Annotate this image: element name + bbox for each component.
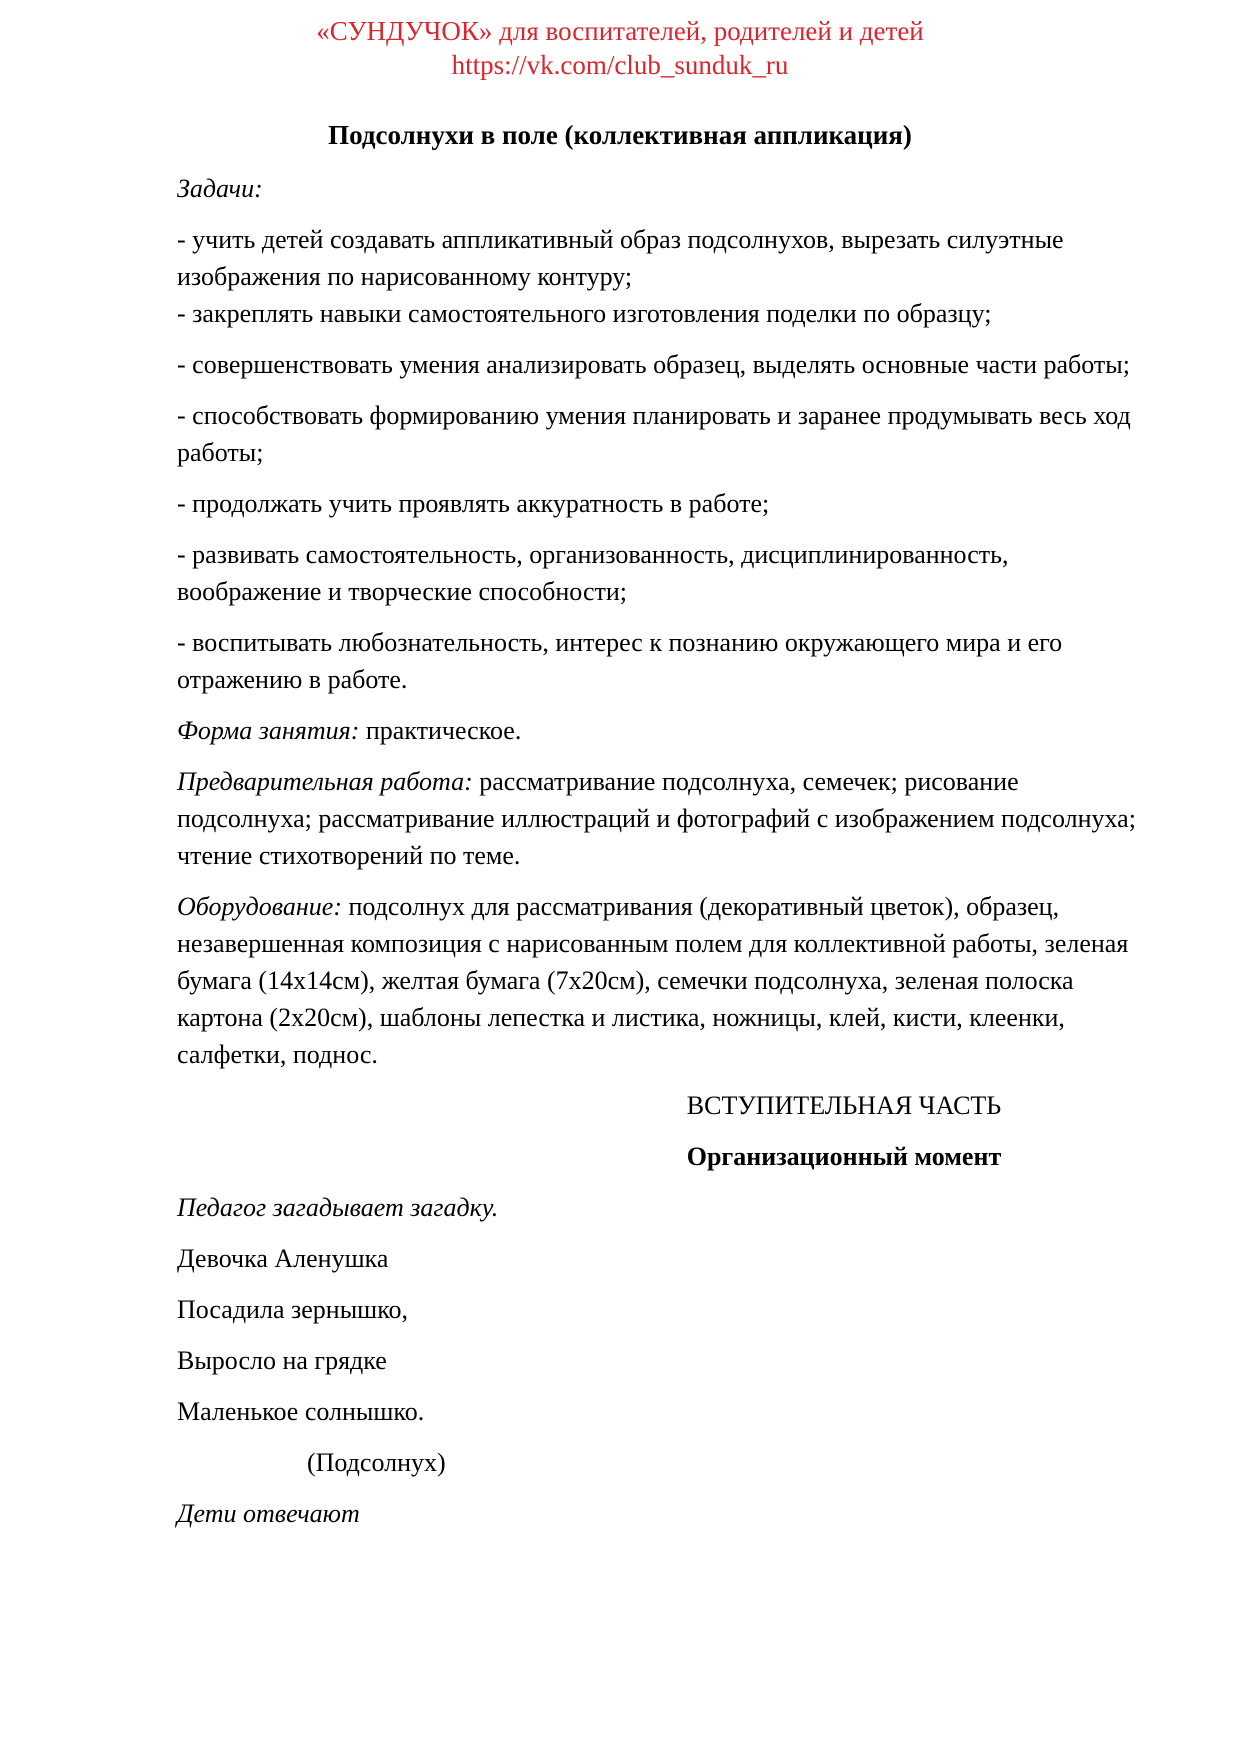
riddle-line: Посадила зернышко, [177,1295,409,1324]
task-item: - учить детей создавать аппликативный образ подсолнухов, вырезать силуэтные изображения по нарисованному контуру; [177,225,1064,291]
section-heading: ВСТУПИТЕЛЬНАЯ ЧАСТЬ [686,1091,1002,1120]
teacher-line: Педагог загадывает загадку. [177,1193,499,1222]
riddle-line: Маленькое солнышко. [177,1397,425,1426]
prelim-label: Предварительная работа: [177,767,473,796]
task-item: - совершенствовать умения анализировать образец, выделять основные части работы; [177,350,1130,379]
form-label: Форма занятия: [177,716,360,745]
riddle-answer: (Подсолнух) [307,1448,446,1477]
header-link[interactable]: https://vk.com/club_sunduk_ru [451,50,789,80]
task-item: - способствовать формированию умения планировать и заранее продумывать весь ход работы; [177,401,1131,467]
task-item: - развивать самостоятельность, организованность, дисциплинированность, воображение и творческие способности; [177,540,1009,606]
tasks-label: Задачи: [177,174,263,203]
task-item: - продолжать учить проявлять аккуратность в работе; [177,489,770,518]
equipment-label: Оборудование: [177,892,342,921]
subsection-heading: Организационный момент [686,1142,1002,1171]
document-body [177,168,1157,1532]
task-item: - воспитывать любознательность, интерес к познанию окружающего мира и его отражению в работе. [177,628,1063,694]
prelim-paragraph [177,763,1157,874]
equipment-paragraph [177,888,1157,1073]
task-item: - закреплять навыки самостоятельного изготовления поделки по образцу; [177,299,992,328]
prelim-text: рассматривание подсолнуха, семечек; рисование подсолнуха; рассматривание иллюстраций и фотографий с изображением подсолнуха; чтение стихотворений по теме. [177,767,1136,870]
equipment-text: подсолнух для рассматривания (декоративный цветок), образец, незавершенная композиция с нарисованным полем для коллективной работы, зеленая бумага (14х14см), желтая бумага (7х20см), семечки подсолнуха, зеленая полоска картона (2х20см), шаблоны лепестка и листика, ножницы, клей, кисти, клеенки, салфетки, поднос. [177,892,1129,1069]
document-title: Подсолнухи в поле (коллективная аппликация) [328,120,912,150]
riddle-line: Выросло на грядке [177,1346,387,1375]
riddle-line: Девочка Аленушка [177,1244,389,1273]
form-paragraph [177,712,1157,749]
header-title: «СУНДУЧОК» для воспитателей, родителей и детей [316,16,924,46]
form-text: практическое. [359,716,522,745]
children-line: Дети отвечают [177,1499,360,1528]
